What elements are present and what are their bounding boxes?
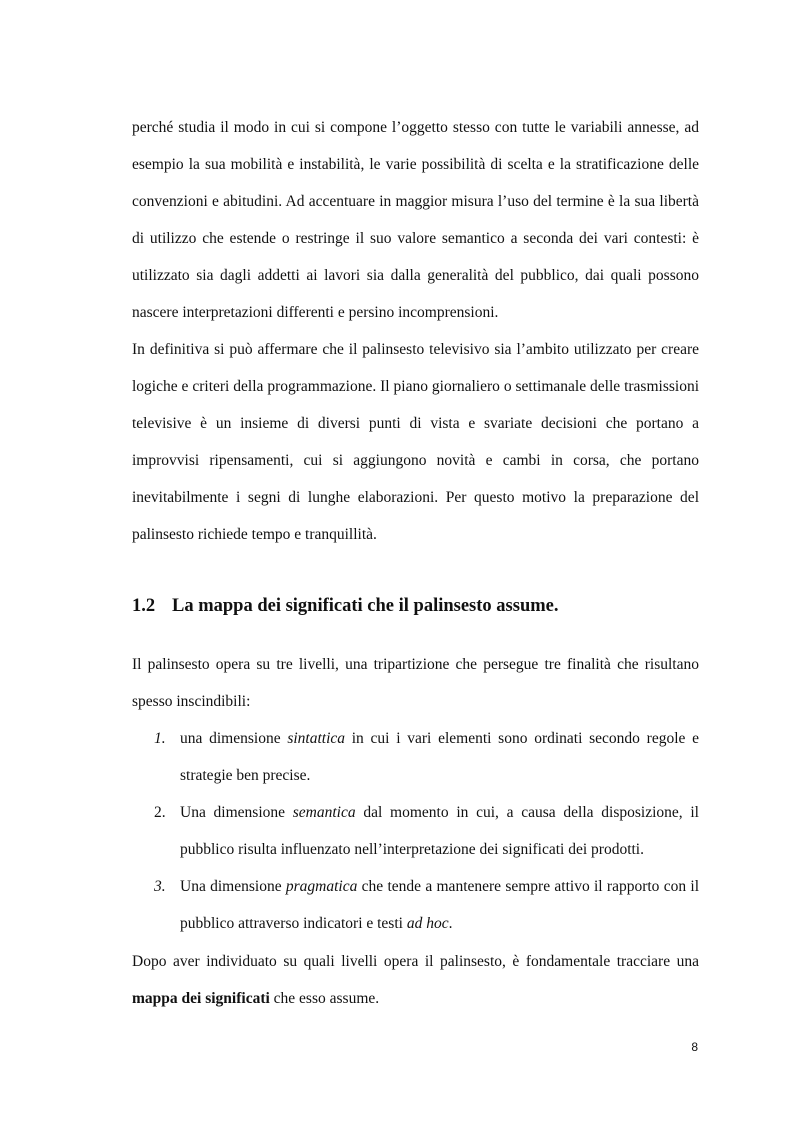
page-number: 8 [691, 1040, 698, 1054]
list-marker: 3. [154, 878, 166, 895]
list-item [132, 720, 699, 794]
section-number: 1.2 [132, 596, 156, 616]
final-text: Dopo aver individuato su quali livelli opera il palinsesto, è fondamentale tracciare una [132, 953, 699, 970]
list-text: che tende a mantenere sempre attivo il rapporto con il pubblico attraverso indicatori e testi [180, 878, 699, 932]
final-paragraph [132, 943, 699, 1017]
list-emphasis: sintattica [287, 730, 346, 747]
section-intro-paragraph: Il palinsesto opera su tre livelli, una tripartizione che persegue tre finalità che risultano spesso inscindibili: [132, 656, 699, 710]
definitiva-paragraph: In definitiva si può affermare che il palinsesto televisivo sia l’ambito utilizzato per creare logiche e criteri della programmazione. Il piano giornaliero o settimanale delle trasmissioni televisive è un insieme di diversi punti di vista e svariate decisioni che portano a improvvisi ripensamenti, cui si aggiungono novità e cambi in corsa, che portano inevitabilmente i segni di lunghe elaborazioni. Per questo motivo la preparazione del palinsesto richiede tempo e tranquillità. [132, 341, 699, 543]
list-marker: 2. [154, 804, 166, 821]
list-text: dal momento in cui, a causa della disposizione, il pubblico risulta influenzato nell’interpretazione dei significati dei prodotti. [180, 804, 699, 858]
list-emphasis: semantica [292, 804, 356, 821]
list-item [132, 868, 699, 942]
list-emphasis: ad hoc [406, 915, 449, 932]
section-title: La mappa dei significati che il palinsesto assume. [172, 596, 559, 616]
list-text: in cui i vari elementi sono ordinati secondo regole e strategie ben precise. [180, 730, 699, 784]
list-item [132, 794, 699, 868]
dimensions-list [132, 720, 699, 942]
list-text: una dimensione [180, 730, 288, 747]
final-text: che esso assume. [269, 990, 380, 1007]
final-bold-term: mappa dei significati [132, 990, 270, 1007]
list-text: Una dimensione [180, 878, 286, 895]
body-text-top [132, 109, 699, 553]
list-text: . [448, 915, 453, 932]
list-text: Una dimensione [180, 804, 293, 821]
list-marker: 1. [154, 730, 166, 747]
list-emphasis: pragmatica [285, 878, 358, 895]
section-heading [132, 592, 699, 620]
intro-paragraph: perché studia il modo in cui si compone l’oggetto stesso con tutte le variabili annesse, ad esempio la sua mobilità e instabilità, le varie possibilità di scelta e la stratificazione delle convenzioni e abitudini. Ad accentuare in maggior misura l’uso del termine è la sua libertà di utilizzo che estende o restringe il suo valore semantico a seconda dei vari contesti: è utilizzato sia dagli addetti ai lavori sia dalla generalità del pubblico, dai quali possono nascere interpretazioni differenti e persino incomprensioni. [132, 119, 699, 321]
